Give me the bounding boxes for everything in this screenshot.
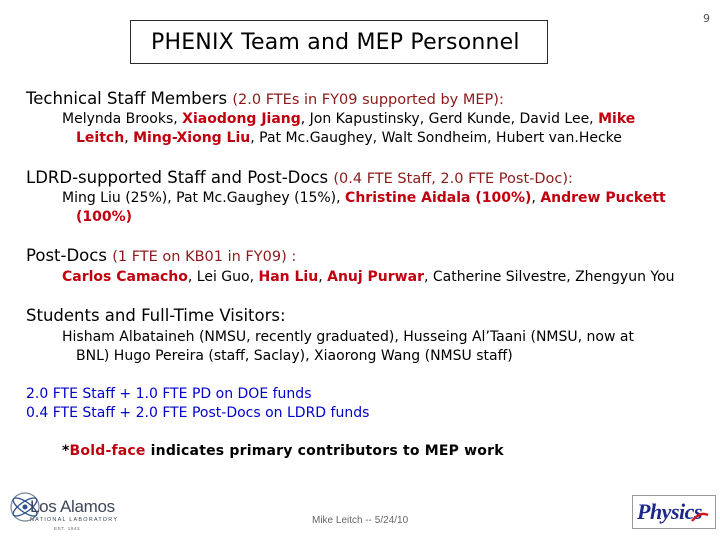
technical-line-2: [62, 129, 702, 148]
bold-face-note: [62, 443, 504, 459]
highlighted-name: Andrew Puckett: [540, 190, 666, 206]
name-text: ,: [124, 130, 134, 146]
physics-swoosh-icon: [691, 509, 709, 525]
students-line-1: Hisham Albataineh (NMSU, recently graduated), Husseing Al’Taani (NMSU, now at: [62, 329, 634, 345]
funding-line-1: 2.0 FTE Staff + 1.0 FTE PD on DOE funds: [26, 386, 312, 402]
page-number: 9: [703, 12, 710, 25]
note-bold-face: Bold-face: [69, 443, 146, 459]
ldrd-subheading: (0.4 FTE Staff, 2.0 FTE Post-Doc):: [333, 171, 573, 187]
ldrd-line-2: [62, 208, 707, 227]
highlighted-name: Leitch: [76, 130, 125, 146]
slide-title: PHENIX Team and MEP Personnel: [130, 20, 548, 64]
note-text: indicates primary contributors to MEP work: [145, 443, 504, 459]
name-text: , Pat Mc.Gaughey, Walt Sondheim, Hubert van.Hecke: [250, 130, 622, 146]
students-line-2: BNL) Hugo Pereira (staff, Saclay), Xiaorong Wang (NMSU staff): [76, 348, 513, 364]
postdocs-subheading: (1 FTE on KB01 in FY09) :: [112, 249, 297, 265]
postdocs-names: [62, 268, 712, 287]
name-text: Ming Liu (25%), Pat Mc.Gaughey (15%),: [62, 190, 346, 206]
ldrd-heading-text: LDRD-supported Staff and Post-Docs: [26, 168, 334, 187]
name-text: , Lei Guo,: [187, 269, 259, 285]
name-text: Melynda Brooks,: [62, 111, 183, 127]
highlighted-name: Carlos Camacho: [62, 269, 188, 285]
highlighted-name: Mike: [598, 111, 636, 127]
ldrd-names: [62, 189, 707, 227]
name-text: , Jon Kapustinsky, Gerd Kunde, David Lee,: [300, 111, 599, 127]
name-text: , Catherine Silvestre, Zhengyun You: [423, 269, 675, 285]
highlighted-name: Han Liu: [258, 269, 319, 285]
students-names: [62, 328, 712, 366]
name-text: ,: [318, 269, 328, 285]
postdocs-heading-text: Post-Docs: [26, 246, 113, 265]
footer-author-date: Mike Leitch -- 5/24/10: [312, 515, 409, 526]
highlighted-name: Christine Aidala (100%): [345, 190, 532, 206]
ldrd-line-1: [62, 189, 707, 208]
funding-summary: [26, 385, 369, 423]
ldrd-heading: [26, 168, 573, 187]
name-text: ,: [531, 190, 541, 206]
established-text: EST. 1943: [54, 526, 81, 531]
los-alamos-wordmark: Los Alamos: [30, 497, 115, 516]
highlighted-name: Ming-Xiong Liu: [133, 130, 251, 146]
technical-names: [62, 110, 702, 148]
funding-line-2: 0.4 FTE Staff + 2.0 FTE Post-Docs on LDRD funds: [26, 405, 370, 421]
physics-wordmark: Physics: [637, 499, 702, 524]
highlighted-name: (100%): [76, 209, 133, 225]
highlighted-name: Xiaodong Jiang: [182, 111, 301, 127]
los-alamos-logo: [8, 488, 126, 534]
highlighted-name: Anuj Purwar: [327, 269, 424, 285]
national-laboratory-text: NATIONAL LABORATORY: [30, 517, 119, 523]
technical-heading: [26, 89, 504, 108]
technical-heading-text: Technical Staff Members: [26, 89, 233, 108]
technical-subheading: (2.0 FTEs in FY09 supported by MEP):: [232, 92, 504, 108]
physics-logo: [632, 495, 716, 529]
note-prefix: *: [62, 443, 70, 459]
postdocs-heading: [26, 246, 296, 265]
technical-line-1: [62, 110, 702, 129]
students-heading: Students and Full-Time Visitors:: [26, 306, 286, 325]
